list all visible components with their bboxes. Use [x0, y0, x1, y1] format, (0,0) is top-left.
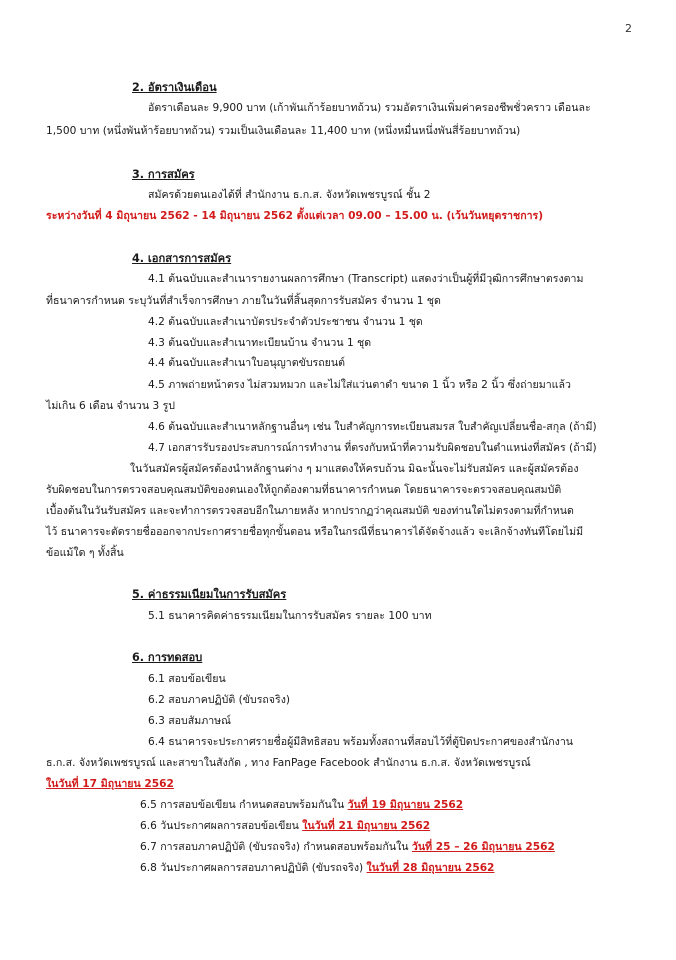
exam-item: 6.3 สอบสัมภาษณ์ — [148, 715, 231, 727]
exam-schedule-date: ในวันที่ 21 มิถุนายน 2562 — [302, 820, 431, 832]
application-period: ระหว่างวันที่ 4 มิถุนายน 2562 - 14 มิถุนายน 2562 ตั้งแต่เวลา 09.00 – 15.00 น. (เว้นวันหยุดราชการ) — [46, 210, 544, 222]
page-number: 2 — [625, 22, 632, 35]
document-item: 4.4 ต้นฉบับและสำเนาใบอนุญาตขับรถยนต์ — [148, 357, 345, 369]
fee-heading: 5. ค่าธรรมเนียมในการรับสมัคร — [132, 588, 287, 601]
exam-schedule-text: 6.6 วันประกาศผลการสอบข้อเขียน — [140, 820, 303, 832]
documents-heading: 4. เอกสารการสมัคร — [132, 252, 232, 265]
exam-schedule-date: วันที่ 25 – 26 มิถุนายน 2562 — [411, 841, 555, 853]
document-item: ที่ธนาคารกำหนด ระบุวันที่สำเร็จการศึกษา ภายในวันที่สิ้นสุดการรับสมัคร จำนวน 1 ชุด — [46, 295, 441, 307]
document-item: 4.5 ภาพถ่ายหน้าตรง ไม่สวมหมวก และไม่ใส่แว่นตาดำ ขนาด 1 นิ้ว หรือ 2 นิ้ว ซึ่งถ่ายมาแล้ว — [148, 379, 571, 391]
exam-item: 6.4 ธนาคารจะประกาศรายชื่อผู้มีสิทธิสอบ พร้อมทั้งสถานที่สอบไว้ที่ตู้ปิดประกาศของสำนักงาน — [148, 736, 574, 748]
application-heading: 3. การสมัคร — [132, 168, 195, 181]
exam-heading: 6. การทดสอบ — [132, 651, 203, 664]
exam-schedule-row — [140, 840, 555, 854]
document-item: 4.3 ต้นฉบับและสำเนาทะเบียนบ้าน จำนวน 1 ชุด — [148, 337, 372, 349]
exam-item: 6.1 สอบข้อเขียน — [148, 673, 226, 685]
document-item: 4.1 ต้นฉบับและสำเนารายงานผลการศึกษา (Transcript) แสดงว่าเป็นผู้ที่มีวุฒิการศึกษาตรงตาม — [148, 273, 584, 285]
documents-note: เบื้องต้นในวันรับสมัคร และจะทำการตรวจสอบอีกในภายหลัง หากปรากฏว่าคุณสมบัติ ของท่านใดไม่ตรงตามที่กำหนด — [46, 505, 574, 517]
exam-schedule-text: 6.5 การสอบข้อเขียน กำหนดสอบพร้อมกันใน — [140, 799, 348, 811]
documents-note: ไว้ ธนาคารจะตัดรายชื่อออกจากประกาศรายชื่อทุกขั้นตอน หรือในกรณีที่ธนาคารได้จัดจ้างแล้ว จะเลิกจ้างทันทีโดยไม่มี — [46, 526, 584, 538]
salary-line: อัตราเดือนละ 9,900 บาท (เก้าพันเก้าร้อยบาทถ้วน) รวมอัตราเงินเพิ่มค่าครองชีพชั่วคราว เดือนละ — [148, 102, 591, 114]
exam-announce-date: ในวันที่ 17 มิถุนายน 2562 — [46, 778, 174, 790]
documents-note: ข้อแม้ใด ๆ ทั้งสิ้น — [46, 547, 124, 559]
exam-schedule-row — [140, 819, 430, 833]
document-item: 4.7 เอกสารรับรองประสบการณ์การทำงาน ที่ตรงกับหน้าที่ความรับผิดชอบในตำแหน่งที่สมัคร (ถ้ามี) — [148, 442, 597, 454]
document-item: 4.6 ต้นฉบับและสำเนาหลักฐานอื่นๆ เช่น ใบสำคัญการทะเบียนสมรส ใบสำคัญเปลี่ยนชื่อ-สกุล (ถ้ามี) — [148, 421, 597, 433]
document-item: 4.2 ต้นฉบับและสำเนาบัตรประจำตัวประชาชน จำนวน 1 ชุด — [148, 316, 423, 328]
exam-item: ธ.ก.ส. จังหวัดเพชรบูรณ์ และสาขาในสังกัด , ทาง FanPage Facebook สำนักงาน ธ.ก.ส. จังหวัดเพชรบูรณ์ — [46, 757, 531, 769]
exam-schedule-date: วันที่ 19 มิถุนายน 2562 — [347, 799, 464, 811]
salary-heading: 2. อัตราเงินเดือน — [132, 81, 217, 94]
exam-schedule-date: ในวันที่ 28 มิถุนายน 2562 — [366, 862, 495, 874]
documents-note: ในวันสมัครผู้สมัครต้องนำหลักฐานต่าง ๆ มาแสดงให้ครบถ้วน มิฉะนั้นจะไม่รับสมัคร และผู้สมัครต้อง — [130, 463, 579, 475]
exam-schedule-text: 6.8 วันประกาศผลการสอบภาคปฏิบัติ (ขับรถจริง) — [140, 862, 367, 874]
exam-schedule-row — [140, 798, 463, 812]
salary-line: 1,500 บาท (หนึ่งพันห้าร้อยบาทถ้วน) รวมเป็นเงินเดือนละ 11,400 บาท (หนึ่งหมื่นหนึ่งพันสี่ร้อยบาทถ้วน) — [46, 125, 521, 137]
exam-schedule-row — [140, 861, 494, 875]
exam-item: 6.2 สอบภาคปฏิบัติ (ขับรถจริง) — [148, 694, 291, 706]
exam-schedule-text: 6.7 การสอบภาคปฏิบัติ (ขับรถจริง) กำหนดสอบพร้อมกันใน — [140, 841, 412, 853]
document-item: ไม่เกิน 6 เดือน จำนวน 3 รูป — [46, 400, 176, 412]
documents-note: รับผิดชอบในการตรวจสอบคุณสมบัติของตนเองให้ถูกต้องตามที่ธนาคารกำหนด โดยธนาคารจะตรวจสอบคุณสมบัติ — [46, 484, 562, 496]
application-location: สมัครด้วยตนเองได้ที่ สำนักงาน ธ.ก.ส. จังหวัดเพชรบูรณ์ ชั้น 2 — [148, 189, 431, 201]
fee-line: 5.1 ธนาคารคิดค่าธรรมเนียมในการรับสมัคร รายละ 100 บาท — [148, 610, 432, 622]
